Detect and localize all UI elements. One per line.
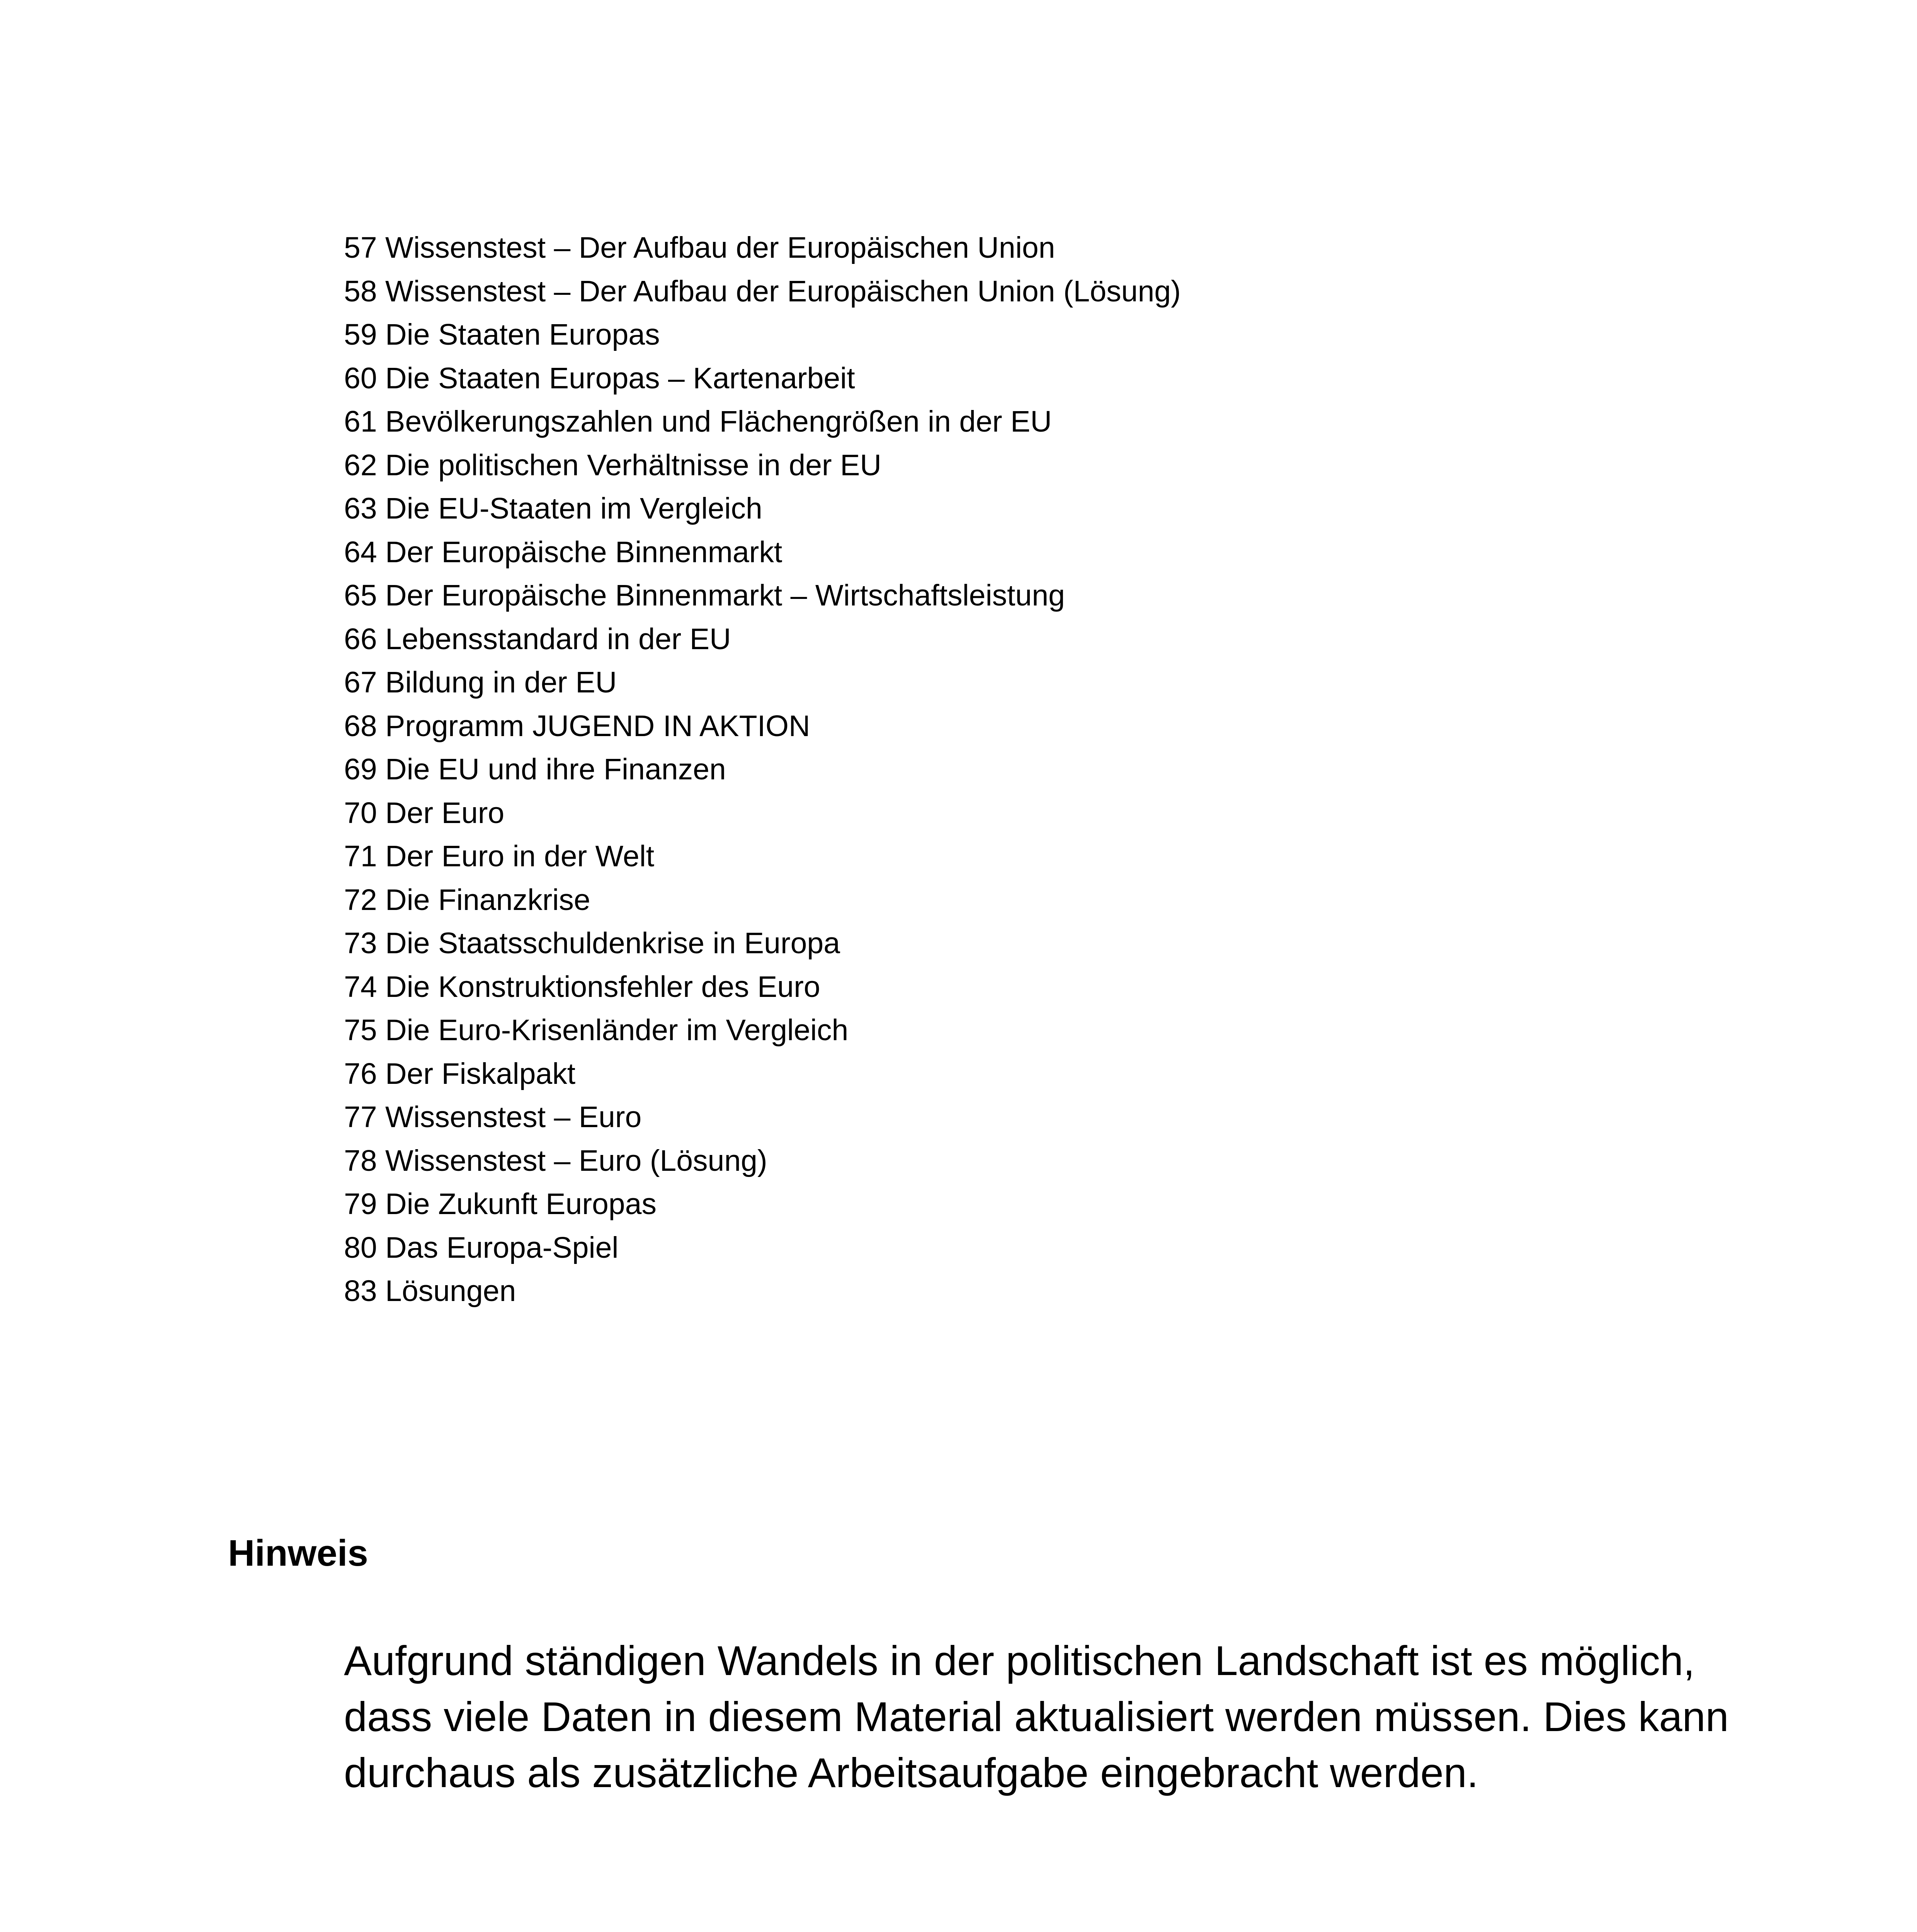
table-of-contents xyxy=(344,226,1735,1313)
toc-entry: 83 Lösungen xyxy=(344,1274,516,1308)
toc-entry: 80 Das Europa-Spiel xyxy=(344,1231,619,1264)
hint-heading: Hinweis xyxy=(228,1532,368,1574)
toc-entry: 63 Die EU-Staaten im Vergleich xyxy=(344,492,762,525)
toc-entry: 70 Der Euro xyxy=(344,796,505,830)
toc-entry: 67 Bildung in der EU xyxy=(344,666,617,699)
toc-entry: 76 Der Fiskalpakt xyxy=(344,1057,576,1090)
toc-entry: 75 Die Euro-Krisenländer im Vergleich xyxy=(344,1014,849,1047)
toc-entry: 66 Lebensstandard in der EU xyxy=(344,622,731,656)
toc-entry: 78 Wissenstest – Euro (Lösung) xyxy=(344,1144,767,1177)
toc-entry: 68 Programm JUGEND IN AKTION xyxy=(344,709,810,743)
toc-entry: 58 Wissenstest – Der Aufbau der Europäischen Union (Lösung) xyxy=(344,274,1181,308)
toc-entry: 73 Die Staatsschuldenkrise in Europa xyxy=(344,927,840,960)
toc-entry: 77 Wissenstest – Euro xyxy=(344,1100,642,1134)
hint-paragraph: Aufgrund ständigen Wandels in der politischen Landschaft ist es möglich, dass viele Daten in diesem Material aktualisiert werden müssen. Dies kann durchaus als zusätzliche Arbeitsaufgabe eingebracht werden. xyxy=(344,1637,1729,1796)
toc-entry: 65 Der Europäische Binnenmarkt – Wirtschaftsleistung xyxy=(344,579,1065,612)
toc-entry: 79 Die Zukunft Europas xyxy=(344,1187,657,1221)
toc-entry: 64 Der Europäische Binnenmarkt xyxy=(344,535,782,569)
toc-entry: 62 Die politischen Verhältnisse in der EU xyxy=(344,448,882,482)
toc-entry: 74 Die Konstruktionsfehler des Euro xyxy=(344,970,820,1003)
toc-entry: 57 Wissenstest – Der Aufbau der Europäischen Union xyxy=(344,231,1055,264)
toc-entry: 61 Bevölkerungszahlen und Flächengrößen in der EU xyxy=(344,405,1052,438)
toc-entry: 71 Der Euro in der Welt xyxy=(344,840,655,873)
toc-entry: 69 Die EU und ihre Finanzen xyxy=(344,753,726,786)
toc-entry: 60 Die Staaten Europas – Kartenarbeit xyxy=(344,361,855,395)
toc-entry: 59 Die Staaten Europas xyxy=(344,318,660,351)
toc-entry: 72 Die Finanzkrise xyxy=(344,883,590,917)
